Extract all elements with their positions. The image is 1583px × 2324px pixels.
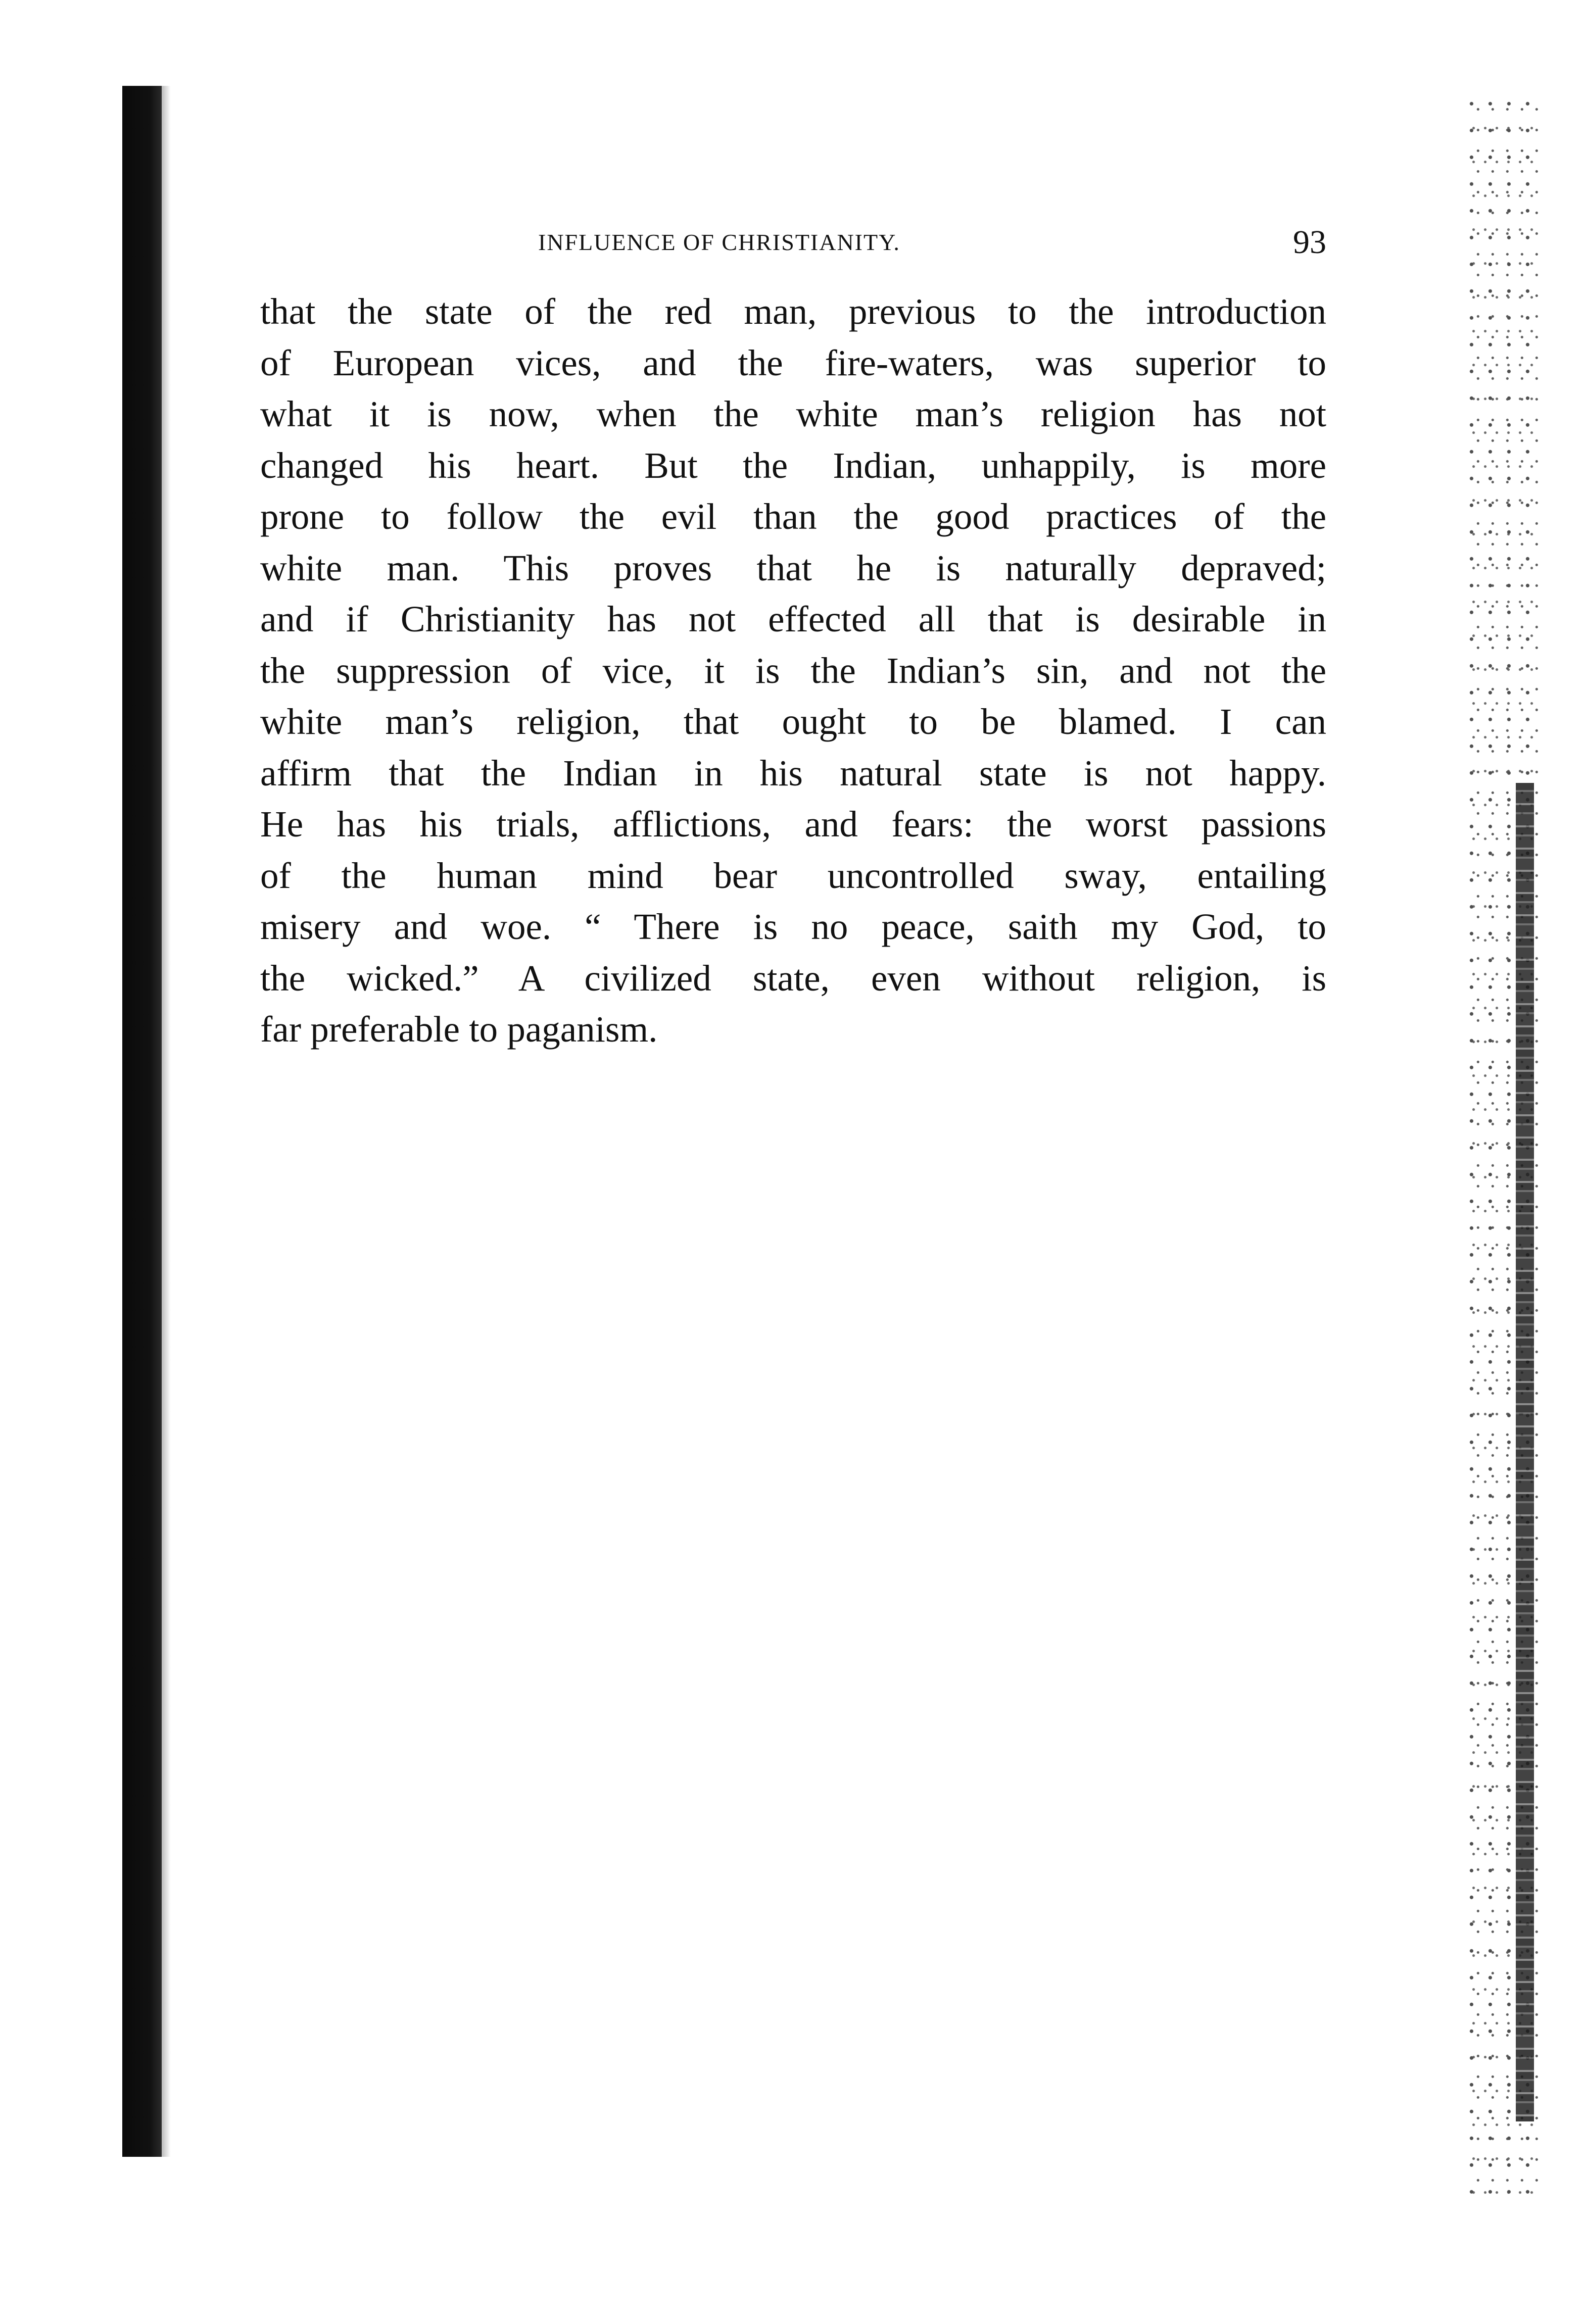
text-line: white man. This proves that he is naturally depraved; <box>260 547 1326 588</box>
page-header <box>260 212 1326 273</box>
text-line: far preferable to paganism. <box>260 1009 658 1050</box>
text-line: changed his heart. But the Indian, unhappily, is more <box>260 444 1326 486</box>
text-line: of European vices, and the fire-waters, was superior to <box>260 342 1326 383</box>
text-line: of the human mind bear uncontrolled sway, entailing <box>260 855 1326 896</box>
text-line: white man’s religion, that ought to be blamed. I can <box>260 701 1326 742</box>
text-line: what it is now, when the white man’s religion has not <box>260 393 1326 434</box>
running-head: INFLUENCE OF CHRISTIANITY. <box>538 229 900 255</box>
text-line: and if Christianity has not effected all that is desirable in <box>260 599 1326 639</box>
text-line: affirm that the Indian in his natural state is not happy. <box>260 752 1326 794</box>
page-binding-fade <box>162 86 171 2157</box>
text-line: the suppression of vice, it is the Indian’s sin, and not the <box>260 650 1326 691</box>
text-line: prone to follow the evil than the good practices of the <box>260 496 1326 537</box>
page-binding-shadow <box>122 86 162 2157</box>
text-line: that the state of the red man, previous to the introduction <box>260 291 1326 332</box>
text-line: He has his trials, afflictions, and fears: the worst passions <box>260 804 1326 845</box>
page-edge-strip <box>1516 783 1534 2121</box>
page-number: 93 <box>1293 224 1326 261</box>
text-line: the wicked.” A civilized state, even without religion, is <box>260 957 1326 999</box>
body-paragraph <box>260 286 1326 1055</box>
text-line: misery and woe. “ There is no peace, saith my God, to <box>260 906 1326 947</box>
